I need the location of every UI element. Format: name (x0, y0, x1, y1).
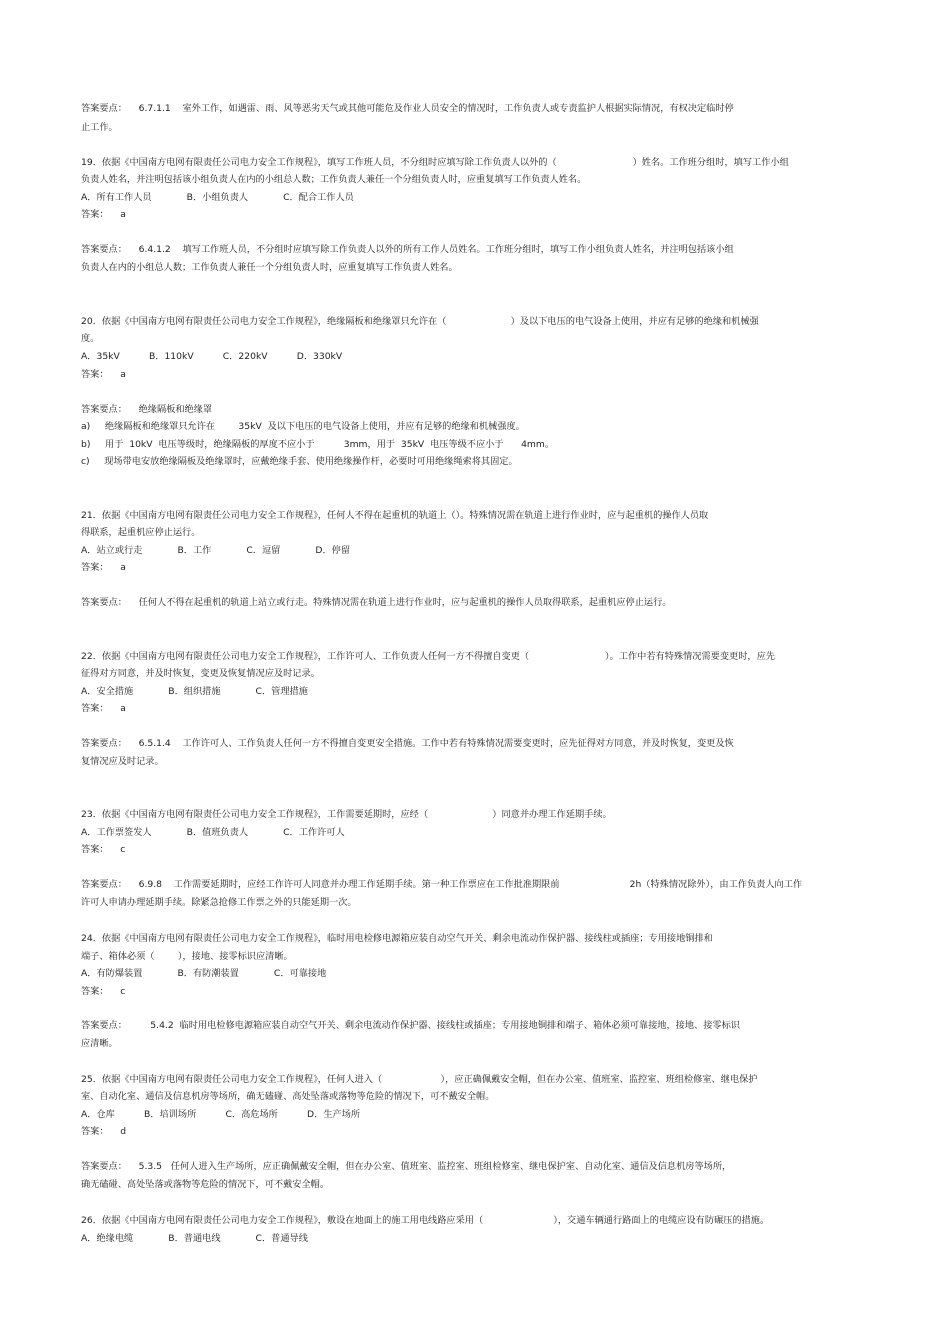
text-line: A．所有工作人员 B．小组负责人 C．配合工作人员 (81, 192, 354, 203)
text-line: 许可人申请办理延期手续。除紧急抢修工作票之外的只能延期一次。 (81, 897, 357, 908)
text-line: 室、自动化室、通信及信息机房等场所，确无磕碰、高处坠落或落物等危险的情况下，可不戴安全帽。 (81, 1091, 495, 1102)
text-line: 答案要点： 5.3.5 任何人进入生产场所，应正确佩戴安全帽，但在办公室、值班室、监控室、班组检修室、继电保护室、自动化室、通信及信息机房等场所， (81, 1161, 732, 1172)
text-line: 22．依据《中国南方电网有限责任公司电力安全工作规程》，工作许可人、工作负责人任何一方不得擅自变更（ ）。工作中若有特殊情况需要变更时，应先 (81, 651, 775, 662)
text-line: 征得对方同意，并及时恢复，变更及恢复情况应及时记录。 (81, 668, 320, 679)
text-line: 答案要点： 6.4.1.2 填写工作班人员，不分组时应填写除工作负责人以外的所有工作人员姓名。工作班分组时，填写工作小组负责人姓名，并注明包括该小组 (81, 244, 734, 255)
text-line: 19．依据《中国南方电网有限责任公司电力安全工作规程》，填写工作班人员，不分组时应填写除工作负责人以外的（ ）姓名。工作班分组时，填写工作小组 (81, 157, 789, 168)
text-line: 确无磕碰、高处坠落或落物等危险的情况下，可不戴安全帽。 (81, 1179, 330, 1190)
text-line: 20．依据《中国南方电网有限责任公司电力安全工作规程》，绝缘隔板和绝缘罩只允许在（ ）及以下电压的电气设备上使用，并应有足够的绝缘和机械强 (81, 316, 759, 327)
text-line: 答案： c (81, 844, 126, 855)
text-line: A．仓库 B．培训场所 C．高危场所 D．生产场所 (81, 1109, 361, 1120)
text-line: 答案： a (81, 562, 126, 573)
text-line: 答案： a (81, 209, 126, 220)
text-line: 止工作。 (81, 122, 118, 133)
text-line: a) 绝缘隔板和绝缘罩只允许在 35kV 及以下电压的电气设备上使用，并应有足够的绝缘和机械强度。 (81, 421, 525, 432)
text-line: A．安全措施 B．组织措施 C．管理措施 (81, 686, 308, 697)
text-line: b) 用于 10kV 电压等级时，绝缘隔板的厚度不应小于 3mm，用于 35kV 电压等级不应小于 4mm。 (81, 439, 555, 450)
text-line: 答案： a (81, 703, 126, 714)
text-line: A．工作票签发人 B．值班负责人 C．工作许可人 (81, 827, 345, 838)
text-line: 26．依据《中国南方电网有限责任公司电力安全工作规程》，敷设在地面上的施工用电线路应采用（ ），交通车辆通行路面上的电缆应设有防碾压的措施。 (81, 1215, 770, 1226)
text-line: A．35kV B．110kV C．220kV D．330kV (81, 351, 343, 362)
text-line: 得联系，起重机应停止运行。 (81, 527, 201, 538)
text-line: c) 现场带电安放绝缘隔板及绝缘罩时，应戴绝缘手套、使用绝缘操作杆，必要时可用绝缘绳索将其固定。 (81, 456, 518, 467)
text-line: 答案要点： 6.9.8 工作需要延期时，应经工作许可人同意并办理工作延期手续。第一种工作票应在工作批准期限前 2h（特殊情况除外），由工作负责人向工作 (81, 879, 803, 890)
text-line: 应清晰。 (81, 1038, 118, 1049)
text-line: A．有防爆装置 B．有防潮装置 C．可靠接地 (81, 968, 327, 979)
text-line: 答案： a (81, 369, 126, 380)
text-line: 答案要点： 绝缘隔板和绝缘罩 (81, 404, 213, 415)
text-line: 答案要点： 任何人不得在起重机的轨道上站立或行走。特殊情况需在轨道上进行作业时，应与起重机的操作人员取得联系，起重机应停止运行。 (81, 597, 672, 608)
text-line: 答案要点： 6.7.1.1 室外工作，如遇雷、雨、风等恶劣天气或其他可能危及作业人员安全的情况时，工作负责人或专责监护人根据实际情况，有权决定临时停 (81, 103, 734, 114)
text-line: A．绝缘电缆 B．普通电线 C．普通导线 (81, 1233, 308, 1244)
text-line: 答案： c (81, 986, 126, 997)
text-line: 度。 (81, 333, 100, 344)
text-line: 24．依据《中国南方电网有限责任公司电力安全工作规程》，临时用电检修电源箱应装自动空气开关、剩余电流动作保护器、接线柱或插座；专用接地铜排和 (81, 933, 713, 944)
text-line: 23．依据《中国南方电网有限责任公司电力安全工作规程》，工作需要延期时，应经（ ）同意并办理工作延期手续。 (81, 809, 612, 820)
text-line: 答案要点： 6.5.1.4 工作许可人、工作负责人任何一方不得擅自变更安全措施。工作中若有特殊情况需要变更时，应先征得对方同意，并及时恢复，变更及恢 (81, 738, 734, 749)
text-line: 端子、箱体必须（ ），接地、接零标识应清晰。 (81, 951, 293, 962)
text-line: A．站立或行走 B．工作 C．逗留 D．停留 (81, 545, 351, 556)
text-line: 答案： d (81, 1126, 127, 1137)
text-line: 负责人在内的小组总人数；工作负责人兼任一个分组负责人时，应重复填写工作负责人姓名。 (81, 262, 458, 273)
text-line: 21．依据《中国南方电网有限责任公司电力安全工作规程》，任何人不得在起重机的轨道上（）。特殊情况需在轨道上进行作业时，应与起重机的操作人员取 (81, 510, 709, 521)
text-line: 25．依据《中国南方电网有限责任公司电力安全工作规程》，任何人进入（ ），应正确佩戴安全帽，但在办公室、值班室、监控室、班组检修室、继电保护 (81, 1074, 758, 1085)
text-line: 负责人姓名，并注明包括该小组负责人在内的小组总人数；工作负责人兼任一个分组负责人时，应重复填写工作负责人姓名。 (81, 174, 587, 185)
text-line: 答案要点： 5.4.2 临时用电检修电源箱应装自动空气开关、剩余电流动作保护器、接线柱或插座；专用接地铜排和端子、箱体必须可靠接地，接地、接零标识 (81, 1020, 740, 1031)
text-line: 复情况应及时记录。 (81, 756, 164, 767)
